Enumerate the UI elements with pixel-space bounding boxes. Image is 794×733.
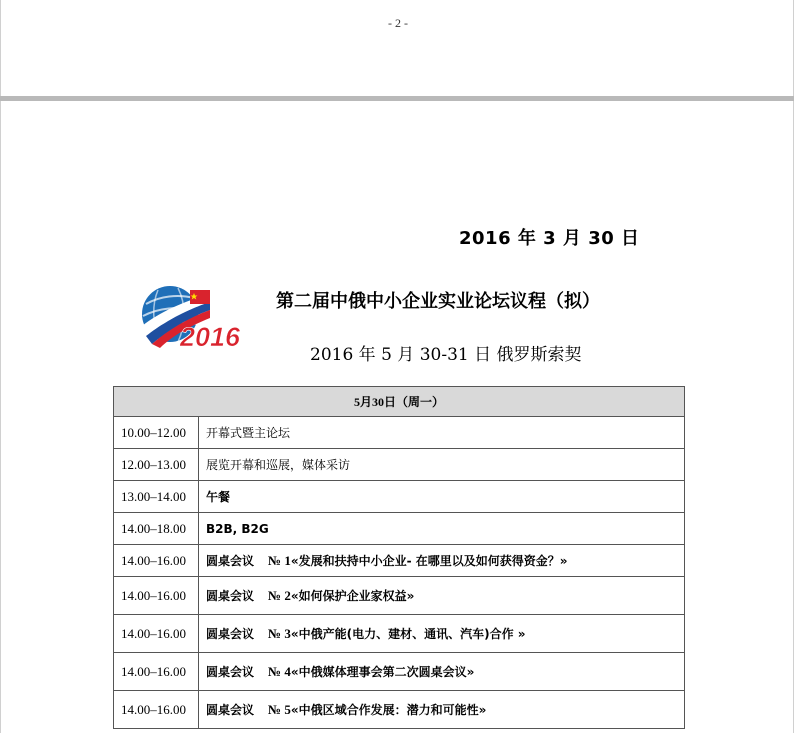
row-time: 12.00–13.00: [114, 449, 199, 481]
row-event: B2B, B2G: [199, 513, 685, 545]
table-row: [114, 615, 685, 653]
document-title: 第二届中俄中小企业实业论坛议程（拟）: [276, 291, 600, 312]
roundtable-label: 圆桌会议: [206, 703, 255, 717]
previous-page: [0, 0, 794, 96]
row-event: [199, 577, 685, 615]
table-row: [114, 449, 685, 481]
table-row: [114, 691, 685, 729]
table-row: [114, 417, 685, 449]
table-row: [114, 513, 685, 545]
document-date: 2016 年 3 月 30 日: [459, 228, 640, 249]
row-time: 14.00–16.00: [114, 545, 199, 577]
row-time: 14.00–16.00: [114, 691, 199, 729]
roundtable-number: № 1: [268, 553, 291, 568]
row-event: 展览开幕和巡展，媒体采访: [199, 449, 685, 481]
row-time: 14.00–16.00: [114, 577, 199, 615]
roundtable-number: № 4: [268, 664, 291, 679]
row-time: 13.00–14.00: [114, 481, 199, 513]
row-event: [199, 545, 685, 577]
roundtable-label: 圆桌会议: [206, 627, 255, 641]
row-event: 开幕式暨主论坛: [199, 417, 685, 449]
row-event: [199, 615, 685, 653]
row-time: 14.00–18.00: [114, 513, 199, 545]
row-time: 14.00–16.00: [114, 615, 199, 653]
table-row: [114, 481, 685, 513]
row-time: 10.00–12.00: [114, 417, 199, 449]
row-event: [199, 691, 685, 729]
roundtable-topic: «中俄区域合作发展：潜力和可能性»: [290, 703, 487, 717]
row-event: [199, 653, 685, 691]
roundtable-label: 圆桌会议: [206, 589, 255, 603]
roundtable-topic: «如何保护企业家权益»: [290, 589, 415, 603]
day-header: 5月30日（周一）: [114, 387, 685, 417]
row-event: 午餐: [199, 481, 685, 513]
roundtable-topic: «中俄产能(电力、建材、通讯、汽车)合作 »: [290, 627, 526, 641]
roundtable-label: 圆桌会议: [206, 554, 255, 568]
table-header-row: [114, 387, 685, 417]
roundtable-topic: «中俄媒体理事会第二次圆桌会议»: [290, 665, 475, 679]
roundtable-number: № 3: [268, 626, 291, 641]
roundtable-label: 圆桌会议: [206, 665, 255, 679]
table-row: [114, 545, 685, 577]
row-time: 14.00–16.00: [114, 653, 199, 691]
roundtable-number: № 5: [268, 702, 291, 717]
document-subtitle: 2016 年 5 月 30-31 日 俄罗斯索契: [310, 345, 582, 365]
table-row: [114, 577, 685, 615]
roundtable-number: № 2: [268, 588, 291, 603]
roundtable-topic: «发展和扶持中小企业- 在哪里以及如何获得资金？»: [290, 554, 568, 568]
agenda-table: [113, 386, 685, 729]
table-row: [114, 653, 685, 691]
page-number: - 2 -: [388, 16, 408, 30]
logo-year-text: 2016: [180, 322, 240, 352]
forum-globe-logo-icon: [138, 282, 240, 352]
